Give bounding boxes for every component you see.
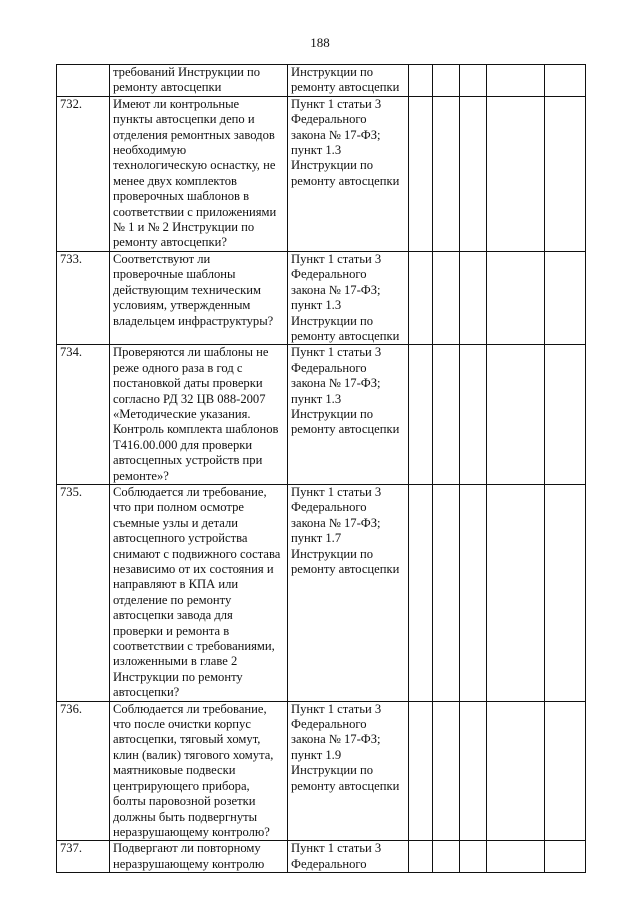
requirement-text: Соблюдается ли требование, что при полном осмотре съемные узлы и детали автосцепного устройства снимают с подвижного состава независимо от их состояния и направляют в КПА или отделение по ремонту автосцепки завода для проверки и ремонта в соответствии с требованиями, изложенными в главе 2 Инструкции по ремонту автосцепки?	[110, 484, 288, 701]
item-number: 735.	[57, 484, 110, 701]
requirement-text: Соответствуют ли проверочные шаблоны действующим техническим условиям, утвержденным владельцем инфраструктуры?	[110, 251, 288, 344]
answer-cell	[409, 251, 433, 344]
answer-cell	[460, 65, 487, 97]
answer-cell	[433, 345, 460, 485]
table-row	[57, 484, 586, 701]
table-row	[57, 841, 586, 873]
answer-cell	[433, 96, 460, 251]
answer-cell	[460, 96, 487, 251]
answer-cell	[545, 701, 586, 841]
answer-cell	[487, 96, 545, 251]
answer-cell	[487, 251, 545, 344]
requirement-text: Проверяются ли шаблоны не реже одного раза в год с постановкой даты проверки согласно РД 32 ЦВ 088-2007 «Методические указания. Контроль комплекта шаблонов Т416.00.000 для проверки автосцепных устройств при ремонте»?	[110, 345, 288, 485]
requirement-text: Соблюдается ли требование, что после очистки корпус автосцепки, тяговый хомут, клин (валик) тягового хомута, маятниковые подвески центрирующего прибора, болты паровозной розетки должны быть подвергнуты неразрушающему контролю?	[110, 701, 288, 841]
answer-cell	[545, 251, 586, 344]
answer-cell	[433, 841, 460, 873]
table-row	[57, 251, 586, 344]
answer-cell	[409, 841, 433, 873]
requirement-text: требований Инструкции по ремонту автосцепки	[110, 65, 288, 97]
item-number: 734.	[57, 345, 110, 485]
requirement-text: Подвергают ли повторному неразрушающему контролю	[110, 841, 288, 873]
answer-cell	[409, 701, 433, 841]
item-number: 737.	[57, 841, 110, 873]
item-number: 733.	[57, 251, 110, 344]
table-row	[57, 65, 586, 97]
page-number: 188	[310, 35, 330, 50]
answer-cell	[487, 484, 545, 701]
answer-cell	[460, 484, 487, 701]
answer-cell	[433, 251, 460, 344]
legal-reference: Пункт 1 статьи 3 Федерального закона № 17-ФЗ; пункт 1.7 Инструкции по ремонту автосцепки	[288, 484, 409, 701]
answer-cell	[433, 484, 460, 701]
item-number: 736.	[57, 701, 110, 841]
table-row	[57, 96, 586, 251]
legal-reference: Инструкции по ремонту автосцепки	[288, 65, 409, 97]
answer-cell	[433, 65, 460, 97]
answer-cell	[545, 96, 586, 251]
table-row	[57, 701, 586, 841]
answer-cell	[409, 65, 433, 97]
answer-cell	[545, 65, 586, 97]
legal-reference: Пункт 1 статьи 3 Федерального закона № 17-ФЗ; пункт 1.3 Инструкции по ремонту автосцепки	[288, 96, 409, 251]
answer-cell	[487, 345, 545, 485]
answer-cell	[487, 701, 545, 841]
item-number	[57, 65, 110, 97]
legal-reference: Пункт 1 статьи 3 Федерального	[288, 841, 409, 873]
answer-cell	[433, 701, 460, 841]
item-number: 732.	[57, 96, 110, 251]
requirement-text: Имеют ли контрольные пункты автосцепки депо и отделения ремонтных заводов необходимую технологическую оснастку, не менее двух комплектов проверочных шаблонов в соответствии с приложениями № 1 и № 2 Инструкции по ремонту автосцепки?	[110, 96, 288, 251]
legal-reference: Пункт 1 статьи 3 Федерального закона № 17-ФЗ; пункт 1.9 Инструкции по ремонту автосцепки	[288, 701, 409, 841]
answer-cell	[545, 484, 586, 701]
checklist-table	[56, 64, 586, 873]
answer-cell	[487, 65, 545, 97]
answer-cell	[409, 345, 433, 485]
table-row	[57, 345, 586, 485]
answer-cell	[409, 484, 433, 701]
answer-cell	[460, 841, 487, 873]
answer-cell	[460, 345, 487, 485]
answer-cell	[409, 96, 433, 251]
answer-cell	[545, 841, 586, 873]
answer-cell	[545, 345, 586, 485]
legal-reference: Пункт 1 статьи 3 Федерального закона № 17-ФЗ; пункт 1.3 Инструкции по ремонту автосцепки	[288, 251, 409, 344]
answer-cell	[460, 701, 487, 841]
legal-reference: Пункт 1 статьи 3 Федерального закона № 17-ФЗ; пункт 1.3 Инструкции по ремонту автосцепки	[288, 345, 409, 485]
answer-cell	[487, 841, 545, 873]
answer-cell	[460, 251, 487, 344]
